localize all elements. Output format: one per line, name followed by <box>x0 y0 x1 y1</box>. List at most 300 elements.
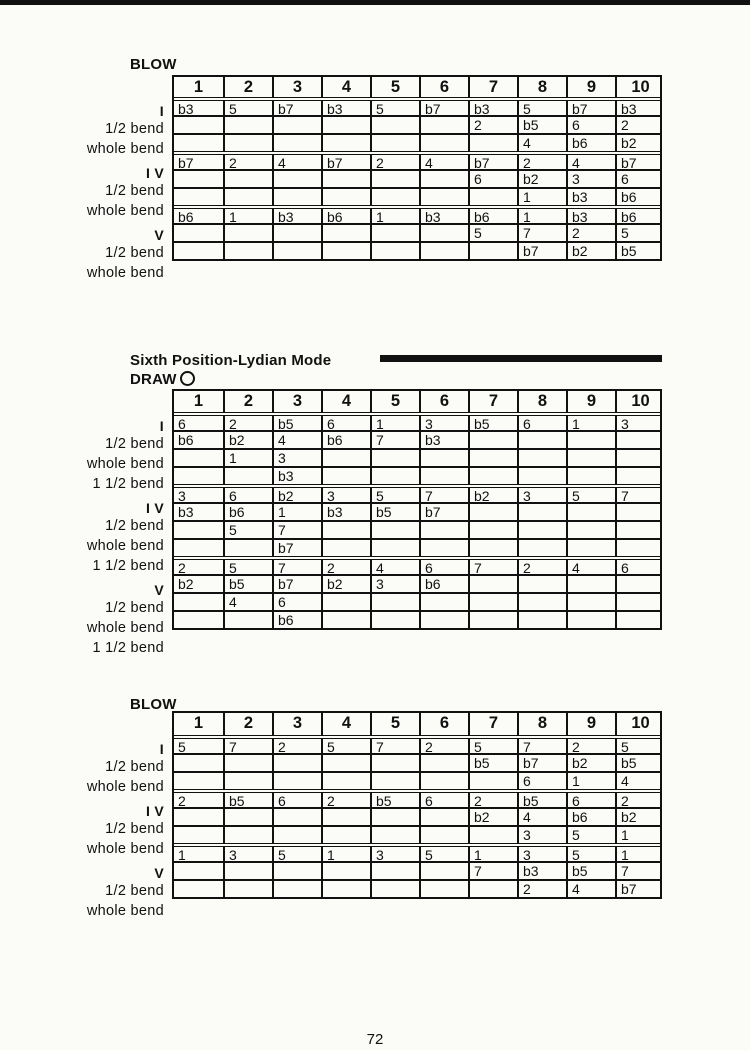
note-cell: 3 <box>321 488 370 502</box>
note-cell: 3 <box>370 847 419 861</box>
note-cell <box>174 827 223 843</box>
note-cell <box>370 827 419 843</box>
note-row <box>174 412 660 430</box>
note-cell <box>174 450 223 466</box>
note-cell <box>419 135 468 151</box>
hole-number-10: 10 <box>615 391 664 412</box>
note-cell <box>468 504 517 520</box>
note-cell: 6 <box>615 171 664 187</box>
note-cell <box>223 225 272 241</box>
note-cell <box>370 225 419 241</box>
hole-number-3: 3 <box>272 713 321 735</box>
bend-label: whole bend <box>86 265 164 281</box>
note-cell <box>321 522 370 538</box>
note-cell <box>517 540 566 556</box>
note-cell: 4 <box>419 155 468 169</box>
draw-label: DRAW <box>130 371 177 388</box>
note-cell: b6 <box>321 209 370 223</box>
bend-label: whole bend <box>86 141 164 157</box>
note-cell <box>174 594 223 610</box>
note-row <box>174 789 660 807</box>
note-cell: b5 <box>468 416 517 430</box>
note-cell: b2 <box>566 243 615 259</box>
bend-label: 1 1/2 bend <box>92 558 164 574</box>
note-cell: 5 <box>517 101 566 115</box>
note-cell: b5 <box>370 504 419 520</box>
chord-label: I <box>159 418 164 434</box>
note-cell <box>223 189 272 205</box>
bend-label: 1/2 bend <box>105 518 164 534</box>
note-row <box>174 97 660 115</box>
note-cell <box>321 594 370 610</box>
note-row <box>174 205 660 223</box>
note-cell: 6 <box>321 416 370 430</box>
note-cell <box>321 135 370 151</box>
section-title: Sixth Position-Lydian Mode <box>130 352 332 369</box>
chord-label: I <box>159 741 164 757</box>
note-cell: b3 <box>566 189 615 205</box>
note-cell <box>321 809 370 825</box>
note-cell <box>370 468 419 484</box>
note-cell: 7 <box>272 522 321 538</box>
bend-label: 1/2 bend <box>105 436 164 452</box>
hole-number-6: 6 <box>419 713 468 735</box>
note-cell: b3 <box>419 432 468 448</box>
note-cell: 4 <box>615 773 664 789</box>
note-cell: 4 <box>566 560 615 574</box>
note-cell <box>419 612 468 628</box>
hole-number-10: 10 <box>615 713 664 735</box>
hole-number-10: 10 <box>615 77 664 97</box>
note-cell: 3 <box>517 827 566 843</box>
note-cell <box>419 468 468 484</box>
note-cell <box>174 225 223 241</box>
note-cell: b3 <box>517 863 566 879</box>
note-row <box>174 223 660 241</box>
hole-number-5: 5 <box>370 77 419 97</box>
note-cell <box>566 432 615 448</box>
note-cell <box>174 189 223 205</box>
note-cell <box>468 450 517 466</box>
note-cell <box>370 773 419 789</box>
note-cell: b3 <box>419 209 468 223</box>
hole-number-2: 2 <box>223 391 272 412</box>
note-cell <box>615 540 664 556</box>
bend-label: whole bend <box>86 203 164 219</box>
note-cell: b2 <box>615 135 664 151</box>
note-cell: b7 <box>419 101 468 115</box>
hole-number-6: 6 <box>419 391 468 412</box>
note-cell <box>321 117 370 133</box>
note-cell <box>321 863 370 879</box>
note-row <box>174 133 660 151</box>
note-cell <box>174 863 223 879</box>
note-cell <box>174 468 223 484</box>
note-cell <box>272 225 321 241</box>
note-cell: 7 <box>615 488 664 502</box>
note-cell <box>615 432 664 448</box>
note-cell: 1 <box>615 847 664 861</box>
note-cell: 1 <box>370 416 419 430</box>
bend-label: 1/2 bend <box>105 883 164 899</box>
note-cell: 5 <box>419 847 468 861</box>
blow-label-2: BLOW <box>130 696 177 713</box>
note-cell: 5 <box>566 827 615 843</box>
note-cell: 7 <box>615 863 664 879</box>
note-cell: b3 <box>321 504 370 520</box>
note-cell <box>615 594 664 610</box>
note-cell: b2 <box>272 488 321 502</box>
note-cell <box>419 809 468 825</box>
note-cell: 5 <box>223 101 272 115</box>
hole-number-1: 1 <box>193 78 204 96</box>
note-cell <box>272 135 321 151</box>
note-cell <box>615 504 664 520</box>
note-row <box>174 151 660 169</box>
note-cell: 2 <box>321 560 370 574</box>
note-cell: 5 <box>223 522 272 538</box>
note-cell <box>468 243 517 259</box>
note-cell: 1 <box>178 847 186 861</box>
note-cell <box>370 189 419 205</box>
note-cell: 4 <box>272 432 321 448</box>
chord-label: V <box>154 582 164 598</box>
note-row <box>174 610 660 628</box>
note-cell <box>272 117 321 133</box>
bend-label: 1/2 bend <box>105 821 164 837</box>
note-cell <box>566 540 615 556</box>
note-cell <box>223 827 272 843</box>
note-cell: 1 <box>321 847 370 861</box>
note-cell <box>468 594 517 610</box>
note-cell <box>468 189 517 205</box>
note-cell: b7 <box>321 155 370 169</box>
note-cell: 6 <box>517 773 566 789</box>
note-row <box>174 502 660 520</box>
note-cell <box>468 576 517 592</box>
note-cell: 5 <box>615 739 664 753</box>
note-cell: 3 <box>223 847 272 861</box>
note-cell: 4 <box>517 135 566 151</box>
note-cell: b5 <box>223 793 272 807</box>
note-cell: 3 <box>370 576 419 592</box>
note-row <box>174 187 660 205</box>
note-cell <box>419 225 468 241</box>
note-cell <box>615 450 664 466</box>
note-cell: 6 <box>566 117 615 133</box>
note-cell <box>419 881 468 897</box>
note-cell <box>615 576 664 592</box>
hole-number-3: 3 <box>272 391 321 412</box>
note-cell <box>272 773 321 789</box>
note-cell: b3 <box>272 468 321 484</box>
note-cell: b2 <box>468 488 517 502</box>
note-cell: 2 <box>419 739 468 753</box>
note-cell <box>566 468 615 484</box>
note-cell: 5 <box>321 739 370 753</box>
note-cell: b7 <box>419 504 468 520</box>
note-cell: 3 <box>419 416 468 430</box>
chord-label: I V <box>145 500 164 516</box>
note-cell <box>321 773 370 789</box>
note-cell <box>419 243 468 259</box>
blow2-grid <box>172 711 662 899</box>
note-cell <box>321 755 370 771</box>
note-cell <box>468 468 517 484</box>
note-cell: b6 <box>321 432 370 448</box>
note-cell: 1 <box>517 189 566 205</box>
note-cell <box>370 450 419 466</box>
note-row <box>174 771 660 789</box>
note-cell: b7 <box>517 243 566 259</box>
note-cell <box>321 171 370 187</box>
note-cell: 2 <box>370 155 419 169</box>
note-row <box>174 556 660 574</box>
note-cell <box>321 189 370 205</box>
chord-label: I V <box>145 165 164 181</box>
note-cell <box>321 881 370 897</box>
note-cell: 2 <box>223 155 272 169</box>
hole-number-4: 4 <box>321 391 370 412</box>
note-cell: b5 <box>517 117 566 133</box>
hole-number-4: 4 <box>321 713 370 735</box>
note-cell: 6 <box>566 793 615 807</box>
note-cell <box>174 612 223 628</box>
bend-label: 1/2 bend <box>105 600 164 616</box>
note-cell: b2 <box>468 809 517 825</box>
note-cell <box>419 522 468 538</box>
note-cell: 6 <box>223 488 272 502</box>
note-cell: 2 <box>178 793 186 807</box>
note-cell: 7 <box>517 739 566 753</box>
note-cell <box>321 827 370 843</box>
note-cell <box>615 612 664 628</box>
note-cell: 5 <box>178 739 186 753</box>
note-cell: b5 <box>615 243 664 259</box>
note-cell: 5 <box>223 560 272 574</box>
note-cell: b5 <box>468 755 517 771</box>
bend-label: whole bend <box>86 903 164 919</box>
note-cell: 4 <box>517 809 566 825</box>
note-cell <box>370 881 419 897</box>
chord-label: I <box>159 103 164 119</box>
note-cell: 5 <box>566 847 615 861</box>
note-cell <box>223 809 272 825</box>
note-cell: b2 <box>321 576 370 592</box>
note-cell <box>370 117 419 133</box>
chord-label: I V <box>145 803 164 819</box>
bend-label: whole bend <box>86 620 164 636</box>
note-cell: b7 <box>272 540 321 556</box>
note-cell <box>223 117 272 133</box>
note-cell: 2 <box>272 739 321 753</box>
note-cell <box>174 522 223 538</box>
note-cell: b2 <box>223 432 272 448</box>
note-cell: b2 <box>517 171 566 187</box>
note-cell: b6 <box>223 504 272 520</box>
note-cell <box>566 594 615 610</box>
note-cell <box>566 504 615 520</box>
note-cell <box>370 540 419 556</box>
note-cell <box>272 881 321 897</box>
note-cell: 4 <box>223 594 272 610</box>
note-cell: b2 <box>566 755 615 771</box>
note-cell <box>272 243 321 259</box>
note-cell: b6 <box>615 189 664 205</box>
note-cell: 2 <box>178 560 186 574</box>
note-cell: b5 <box>370 793 419 807</box>
note-cell <box>223 135 272 151</box>
hole-number-1: 1 <box>193 714 204 732</box>
note-cell: 1 <box>370 209 419 223</box>
note-cell <box>321 540 370 556</box>
note-cell <box>174 243 223 259</box>
note-cell <box>566 450 615 466</box>
note-cell: 5 <box>468 739 517 753</box>
note-row <box>174 430 660 448</box>
note-cell <box>517 504 566 520</box>
hole-number-row <box>174 391 660 412</box>
note-cell: 5 <box>566 488 615 502</box>
note-cell: 3 <box>566 171 615 187</box>
note-cell <box>272 171 321 187</box>
note-cell: 7 <box>468 863 517 879</box>
note-cell: 7 <box>517 225 566 241</box>
note-cell: b5 <box>223 576 272 592</box>
page-number: 72 <box>366 1031 384 1048</box>
note-row <box>174 735 660 753</box>
note-cell <box>419 117 468 133</box>
hole-number-9: 9 <box>566 713 615 735</box>
note-cell <box>272 189 321 205</box>
note-cell: 2 <box>517 881 566 897</box>
note-cell <box>370 612 419 628</box>
note-cell <box>223 863 272 879</box>
note-cell <box>174 171 223 187</box>
note-cell <box>370 243 419 259</box>
note-cell: b7 <box>517 755 566 771</box>
note-row <box>174 753 660 771</box>
note-cell <box>517 594 566 610</box>
note-cell: 1 <box>566 416 615 430</box>
note-cell: 7 <box>272 560 321 574</box>
note-cell: 6 <box>272 594 321 610</box>
note-cell <box>517 612 566 628</box>
note-cell <box>370 594 419 610</box>
note-cell <box>468 135 517 151</box>
note-cell <box>174 540 223 556</box>
note-cell: b5 <box>615 755 664 771</box>
note-cell <box>468 522 517 538</box>
note-cell <box>468 540 517 556</box>
note-cell <box>566 576 615 592</box>
note-cell: 6 <box>272 793 321 807</box>
hole-number-row <box>174 713 660 735</box>
note-cell: 1 <box>517 209 566 223</box>
note-cell <box>615 522 664 538</box>
note-row <box>174 825 660 843</box>
bend-label: 1 1/2 bend <box>92 476 164 492</box>
note-cell: 6 <box>178 416 186 430</box>
note-cell: b7 <box>566 101 615 115</box>
hole-number-7: 7 <box>468 391 517 412</box>
note-cell <box>419 171 468 187</box>
note-cell: 3 <box>178 488 186 502</box>
note-cell: 5 <box>468 225 517 241</box>
bend-label: 1/2 bend <box>105 183 164 199</box>
note-row <box>174 574 660 592</box>
note-cell: 3 <box>615 416 664 430</box>
note-row <box>174 538 660 556</box>
title-rule <box>380 355 662 362</box>
note-cell <box>223 171 272 187</box>
note-row <box>174 484 660 502</box>
note-cell: 1 <box>223 450 272 466</box>
hole-number-6: 6 <box>419 77 468 97</box>
note-cell <box>370 522 419 538</box>
note-cell: 2 <box>517 560 566 574</box>
note-cell: b6 <box>272 612 321 628</box>
note-cell <box>468 881 517 897</box>
note-cell <box>370 135 419 151</box>
note-cell <box>517 450 566 466</box>
bend-label: whole bend <box>86 456 164 472</box>
note-cell <box>174 135 223 151</box>
note-cell <box>223 881 272 897</box>
note-row <box>174 169 660 187</box>
bend-label: whole bend <box>86 779 164 795</box>
note-cell: 2 <box>615 117 664 133</box>
note-row <box>174 861 660 879</box>
note-cell <box>321 243 370 259</box>
note-cell: b7 <box>272 576 321 592</box>
note-cell <box>517 432 566 448</box>
bend-label: 1/2 bend <box>105 121 164 137</box>
hole-number-5: 5 <box>370 391 419 412</box>
note-cell <box>223 243 272 259</box>
note-cell <box>468 773 517 789</box>
note-cell: 3 <box>517 488 566 502</box>
bend-label: 1/2 bend <box>105 245 164 261</box>
note-cell: b3 <box>272 209 321 223</box>
note-cell: 2 <box>566 739 615 753</box>
note-cell <box>370 755 419 771</box>
note-cell <box>321 450 370 466</box>
note-cell <box>272 863 321 879</box>
note-cell <box>174 773 223 789</box>
note-cell: 5 <box>615 225 664 241</box>
bend-label: 1 1/2 bend <box>92 640 164 656</box>
note-cell: b7 <box>272 101 321 115</box>
note-cell: b3 <box>615 101 664 115</box>
note-cell: b2 <box>615 809 664 825</box>
note-row <box>174 466 660 484</box>
note-cell <box>223 612 272 628</box>
note-cell: 4 <box>566 881 615 897</box>
note-cell: 7 <box>419 488 468 502</box>
note-row <box>174 807 660 825</box>
note-row <box>174 843 660 861</box>
bend-label: 1/2 bend <box>105 759 164 775</box>
note-cell <box>468 827 517 843</box>
note-cell: 6 <box>419 793 468 807</box>
note-cell <box>517 576 566 592</box>
hole-number-3: 3 <box>272 77 321 97</box>
hole-number-2: 2 <box>223 77 272 97</box>
note-cell: b6 <box>566 809 615 825</box>
hole-number-2: 2 <box>223 713 272 735</box>
chord-label: V <box>154 227 164 243</box>
